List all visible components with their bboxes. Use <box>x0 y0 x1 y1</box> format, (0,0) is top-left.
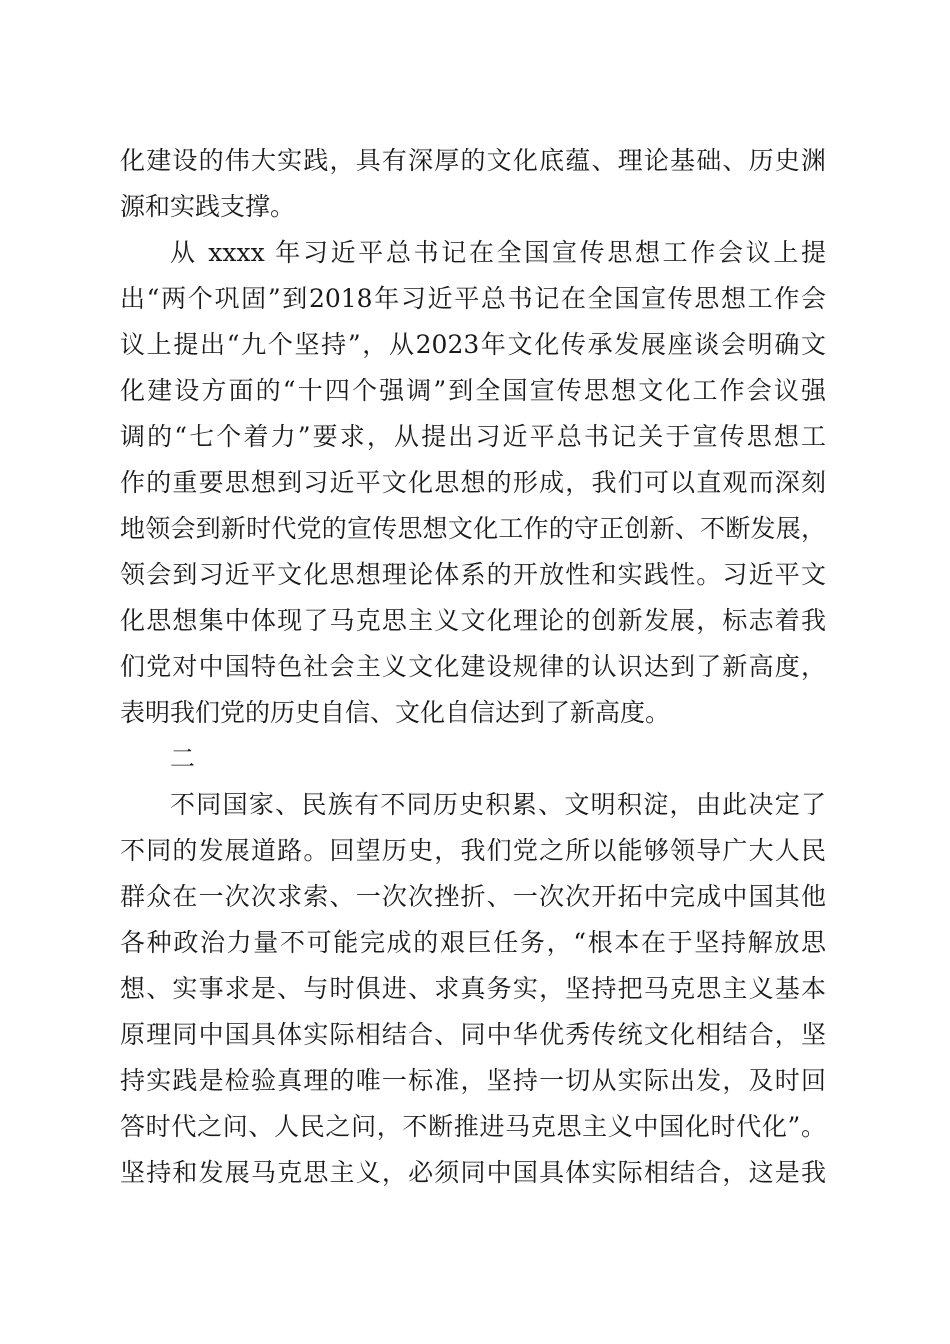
text-line: 答时代之问、人民之问，不断推进马克思主义中国化时代化”。 <box>120 1112 826 1141</box>
text-line: 领会到习近平文化思想理论体系的开放性和实践性。习近平文 <box>120 560 826 589</box>
text-line: 想、实事求是、与时俱进、求真务实，坚持把马克思主义基本 <box>120 974 826 1003</box>
text-line: 群众在一次次求索、一次次挫折、一次次开拓中完成中国其他 <box>120 882 826 911</box>
text-line: 调的“七个着力”要求，从提出习近平总书记关于宣传思想工 <box>120 422 826 451</box>
text-line: 表明我们党的历史自信、文化自信达到了新高度。 <box>120 698 671 727</box>
section-heading: 二 <box>170 744 196 773</box>
text-line: 不同国家、民族有不同历史积累、文明积淀，由此决定了 <box>170 790 826 819</box>
text-line: 作的重要思想到习近平文化思想的形成，我们可以直观而深刻 <box>120 468 826 497</box>
text-line: 源和实践支撑。 <box>120 192 296 221</box>
text-line: 化建设的伟大实践，具有深厚的文化底蕴、理论基础、历史渊 <box>120 146 826 175</box>
text-line: 不同的发展道路。回望历史，我们党之所以能够领导广大人民 <box>120 836 826 865</box>
text-line: 出“两个巩固”到2018年习近平总书记在全国宣传思想工作会 <box>120 284 826 313</box>
text-line: 们党对中国特色社会主义文化建设规律的认识达到了新高度， <box>120 652 826 681</box>
text-line: 议上提出“九个坚持”，从2023年文化传承发展座谈会明确文 <box>120 330 826 359</box>
text-line: 坚持和发展马克思主义，必须同中国具体实际相结合，这是我 <box>120 1158 826 1187</box>
text-line: 化建设方面的“十四个强调”到全国宣传思想文化工作会议强 <box>120 376 826 405</box>
text-line: 持实践是检验真理的唯一标准，坚持一切从实际出发，及时回 <box>120 1066 826 1095</box>
text-line: 化思想集中体现了马克思主义文化理论的创新发展，标志着我 <box>120 606 826 635</box>
text-line: 原理同中国具体实际相结合、同中华优秀传统文化相结合，坚 <box>120 1020 826 1049</box>
text-line: 地领会到新时代党的宣传思想文化工作的守正创新、不断发展， <box>120 514 826 543</box>
text-line: 从 xxxx 年习近平总书记在全国宣传思想工作会议上提 <box>170 238 826 267</box>
text-line: 各种政治力量不可能完成的艰巨任务，“根本在于坚持解放思 <box>120 928 826 957</box>
